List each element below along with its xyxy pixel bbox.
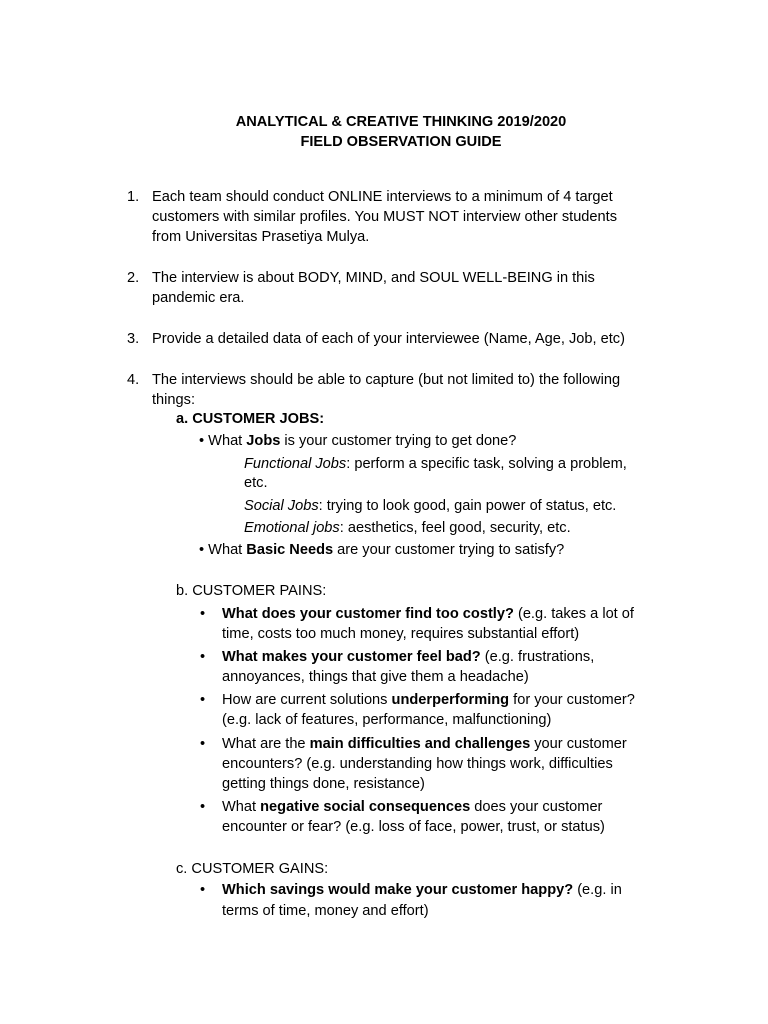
text-span: (e.g. in [573, 882, 622, 898]
functional-jobs-cont: etc. [244, 475, 268, 491]
bullet-text-line: encounters? (e.g. understanding how things work, difficulties [222, 756, 613, 772]
bullet-text-line: (e.g. lack of features, performance, malfunctioning) [222, 712, 552, 728]
bullet-text-line [222, 647, 594, 667]
bullet-icon: • [200, 882, 206, 898]
bold-text: What makes your customer feel bad? [222, 649, 481, 665]
item-text-line: Provide a detailed data of each of your interviewee (Name, Age, Job, etc) [152, 331, 625, 347]
item-text-line: The interview is about BODY, MIND, and SOUL WELL-BEING in this [152, 270, 595, 286]
section-heading: b. CUSTOMER PAINS: [176, 583, 327, 599]
text-span: (e.g. frustrations, [480, 649, 595, 665]
text-span: What [208, 542, 247, 558]
item-number: 4. [127, 372, 140, 388]
bullet-text-line: getting things done, resistance) [222, 776, 425, 792]
bullet-icon: • [200, 606, 206, 622]
text-span: (e.g. takes a lot of [513, 606, 634, 622]
italic-label: Emotional jobs [244, 520, 340, 536]
text-span: What are the [222, 736, 310, 752]
item-number: 3. [127, 331, 140, 347]
bullet-text-line [222, 880, 622, 900]
item-number: 2. [127, 270, 140, 286]
bullet-icon: • [200, 799, 206, 815]
item-text-line: pandemic era. [152, 290, 245, 306]
bullet-icon: • [199, 542, 205, 558]
document-title: ANALYTICAL & CREATIVE THINKING 2019/2020 [235, 114, 567, 130]
text-span: does your customer [470, 799, 603, 815]
bold-text: What does your customer find too costly? [222, 606, 514, 622]
bullet-text-line [222, 734, 627, 754]
text-span: is your customer trying to get done? [280, 433, 517, 449]
emotional-jobs-line [244, 518, 571, 538]
text-span: are your customer trying to satisfy? [333, 542, 565, 558]
social-jobs-line [244, 496, 616, 516]
italic-label: Social Jobs [244, 498, 319, 514]
text-span: your customer [530, 736, 627, 752]
bold-text: main difficulties and challenges [309, 736, 531, 752]
bullet-item [199, 540, 564, 560]
text-span: What [208, 433, 247, 449]
section-heading: a. CUSTOMER JOBS: [176, 411, 325, 427]
bullet-text-line: time, costs too much money, requires substantial effort) [222, 626, 580, 642]
text-span: : trying to look good, gain power of status, etc. [318, 498, 617, 514]
item-text-line: Each team should conduct ONLINE interviews to a minimum of 4 target [152, 189, 613, 205]
bullet-icon: • [200, 649, 206, 665]
text-span: : aesthetics, feel good, security, etc. [339, 520, 571, 536]
bold-text: Which savings would make your customer happy? [222, 882, 574, 898]
bold-text: Jobs [246, 433, 281, 449]
text-span: What [222, 799, 261, 815]
bullet-icon: • [199, 433, 205, 449]
bullet-text-line [222, 604, 634, 624]
text-span: How are current solutions [222, 692, 392, 708]
bullet-item [199, 431, 516, 451]
functional-jobs-line [244, 454, 627, 474]
italic-label: Functional Jobs [244, 456, 347, 472]
section-heading: c. CUSTOMER GAINS: [176, 861, 329, 877]
item-text-line: from Universitas Prasetiya Mulya. [152, 229, 370, 245]
bullet-icon: • [200, 736, 206, 752]
item-text-line: customers with similar profiles. You MUST NOT interview other students [152, 209, 618, 225]
document-subtitle: FIELD OBSERVATION GUIDE [300, 134, 502, 150]
bold-text: Basic Needs [246, 542, 334, 558]
item-text-line: The interviews should be able to capture (but not limited to) the following [152, 372, 621, 388]
bullet-icon: • [200, 692, 206, 708]
bullet-text-line: terms of time, money and effort) [222, 903, 429, 919]
item-text-line: things: [152, 392, 195, 408]
bold-text: negative social consequences [260, 799, 471, 815]
bullet-text-line [222, 690, 635, 710]
bold-text: underperforming [391, 692, 510, 708]
bullet-text-line [222, 797, 602, 817]
item-number: 1. [127, 189, 140, 205]
text-span: for your customer? [509, 692, 635, 708]
bullet-text-line: encounter or fear? (e.g. loss of face, power, trust, or status) [222, 819, 605, 835]
bullet-text-line: annoyances, things that give them a headache) [222, 669, 529, 685]
text-span: : perform a specific task, solving a problem, [346, 456, 627, 472]
